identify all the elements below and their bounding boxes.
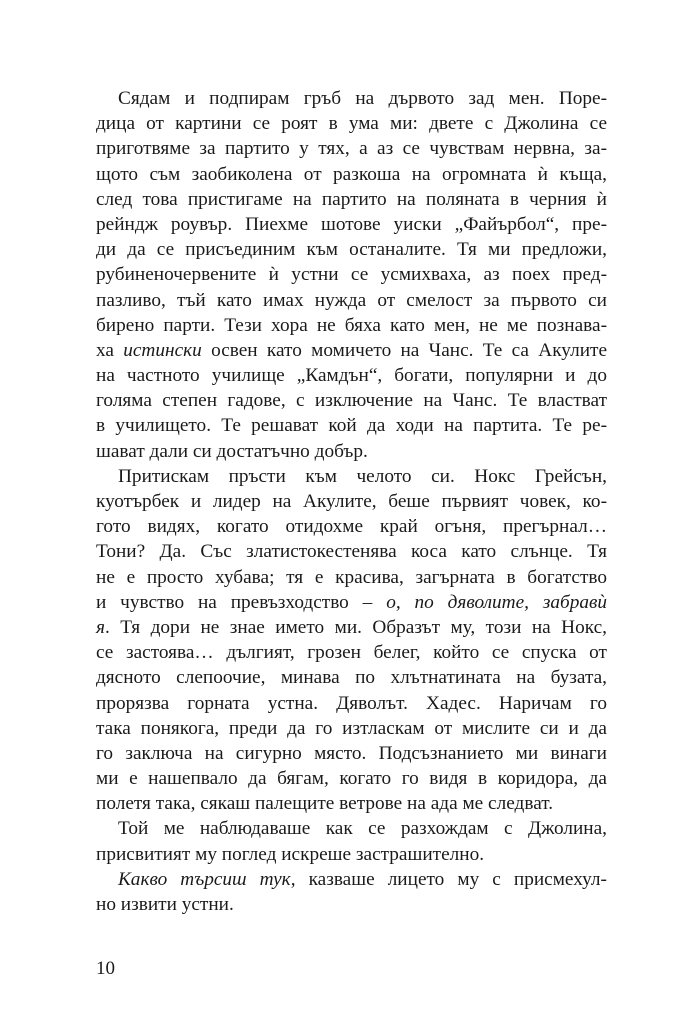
text-line — [96, 766, 607, 791]
text-segment: голяма степен гадове, с изключение на Чанс. Те властват — [96, 390, 607, 412]
text-segment: така понякога, преди да го изтласкам от мислите си и да — [96, 717, 607, 739]
text-line — [96, 363, 607, 388]
text-segment: освен като момичето на Чанс. Те са Акулите — [201, 339, 607, 361]
text-segment: Сядам и подпирам гръб на дървото зад мен. Поре- — [118, 88, 607, 109]
text-segment: пазливо, тъй като имах нужда от смелост за първото си — [96, 289, 607, 311]
text-line — [96, 413, 607, 438]
text-line — [96, 162, 607, 187]
text-segment: Тони? Да. Със златистокестенява коса като слънце. Тя — [96, 541, 607, 563]
text-segment: го заключа на сигурно място. Подсъзнанието ми винаги — [96, 742, 607, 764]
text-segment: Притискам пръсти към челото си. Нокс Грейсън, — [118, 465, 607, 487]
text-line — [96, 136, 607, 161]
italic-text: истински — [123, 339, 202, 361]
text-segment: рейндж роувър. Пиехме шотове уиски „Файърбол“, пре- — [96, 213, 607, 235]
text-segment: дица от картини се роят в ума ми: двете с Джолина се — [96, 113, 607, 135]
italic-text: я — [96, 616, 105, 638]
text-segment: ди да се присъединим към останалите. Тя ми предложи, — [96, 239, 607, 261]
text-line — [96, 640, 607, 665]
text-line — [96, 464, 607, 489]
text-segment: присвитият му поглед искреше застрашително. — [96, 843, 485, 865]
paragraph — [96, 867, 607, 917]
text-line — [96, 791, 607, 816]
text-segment: полетя така, сякаш палещите ветрове на ада ме следват. — [96, 793, 554, 815]
italic-text: Какво търсиш тук — [118, 868, 291, 890]
text-line — [96, 590, 607, 615]
text-segment: . Тя дори не знае името ми. Образът му, този на Нокс, — [104, 616, 607, 638]
text-line — [96, 439, 607, 464]
paragraph — [96, 464, 607, 817]
text-segment: бирено парти. Тези хора не бяха като мен, не ме познава- — [96, 314, 607, 336]
text-line — [96, 111, 607, 136]
text-line — [96, 338, 607, 363]
text-segment: щото съм заобиколена от разкоша на огромната ѝ къща, — [96, 163, 607, 185]
italic-text: о, по дяволите, забравѝ — [386, 591, 607, 613]
text-segment: но извити устни. — [96, 894, 234, 915]
text-segment: прорязва горната устна. Дяволът. Хадес. Наричам го — [96, 692, 607, 714]
text-line — [96, 262, 607, 287]
text-line — [96, 691, 607, 716]
book-page-text — [96, 86, 607, 917]
text-segment: , казваше лицето му с присмехул- — [290, 868, 607, 890]
text-line — [96, 716, 607, 741]
text-line — [96, 741, 607, 766]
text-segment: на частното училище „Камдън“, богати, популярни и до — [96, 365, 607, 387]
text-segment: шават дали си достатъчно добър. — [96, 440, 368, 462]
text-segment: дясното слепоочие, минава по хлътнатината на бузата, — [96, 667, 607, 689]
text-line — [96, 187, 607, 212]
paragraph — [96, 816, 607, 866]
text-segment: след това пристигаме на партито на поляната в черния ѝ — [96, 188, 607, 210]
text-line — [96, 489, 607, 514]
text-segment: приготвяме за партито у тях, а аз се чувствам нервна, за- — [96, 138, 607, 160]
text-line — [96, 867, 607, 892]
paragraph — [96, 86, 607, 464]
text-line — [96, 842, 607, 867]
text-segment: се застоява… дългият, грозен белег, който се спуска от — [96, 642, 607, 664]
text-line — [96, 212, 607, 237]
text-segment: куотърбек и лидер на Акулите, беше първият човек, ко- — [96, 491, 607, 512]
text-line — [96, 665, 607, 690]
text-line — [96, 388, 607, 413]
text-line — [96, 313, 607, 338]
text-line — [96, 892, 607, 917]
text-line — [96, 539, 607, 564]
text-segment: не е просто хубава; тя е красива, загърната в богатство — [96, 566, 607, 588]
text-line — [96, 288, 607, 313]
text-segment: рубиненочервените ѝ устни се усмихваха, аз поех пред- — [96, 264, 607, 286]
page-number: 10 — [96, 958, 115, 979]
text-segment: Той ме наблюдаваше как се разхождам с Джолина, — [118, 818, 607, 840]
text-line — [96, 816, 607, 841]
text-line — [96, 86, 607, 111]
text-segment: гото видях, когато отидохме край огъня, прегърнал… — [96, 516, 607, 538]
text-segment: ми е нашепвало да бягам, когато го видя в коридора, да — [96, 768, 607, 790]
text-segment: и чувство на превъзходство – — [96, 591, 387, 613]
text-segment: в училището. Те решават кой да ходи на партита. Те ре- — [96, 415, 607, 437]
text-line — [96, 615, 607, 640]
text-segment: ха — [96, 339, 124, 361]
text-line — [96, 514, 607, 539]
text-line — [96, 237, 607, 262]
text-line — [96, 565, 607, 590]
